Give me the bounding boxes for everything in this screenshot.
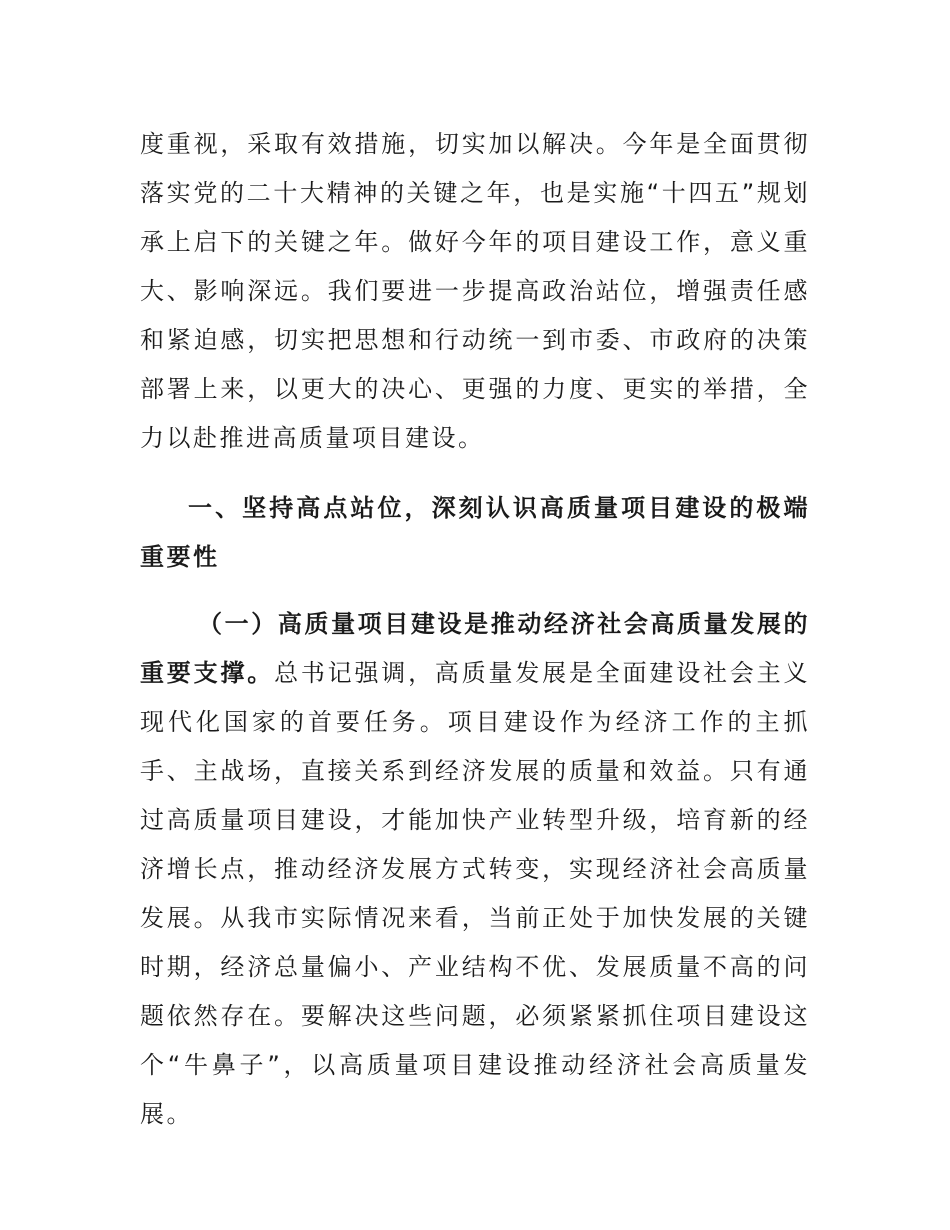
section-heading: 一、坚持高点站位，深刻认识高质量项目建设的极端重要性 [140, 494, 810, 571]
subsection-lead-sentence: （一）高质量项目建设是推动经济社会高质量发展的重要支撑。 [140, 610, 810, 687]
subsection-body-text: 总书记强调，高质量发展是全面建设社会主义现代化国家的首要任务。项目建设作为经济工作的主抓手、主战场，直接关系到经济发展的质量和效益。只有通过高质量项目建设，才能加快产业转型升级，培育新的经济增长点，推动经济发展方式转变，实现经济社会高质量发展。从我市实际情况来看，当前正处于加快发展的关键时期，经济总量偏小、产业结构不优、发展质量不高的问题依然存在。要解决这些问题，必须紧紧抓住项目建设这个“牛鼻子”，以高质量项目建设推动经济社会高质量发展。 [140, 659, 810, 1128]
body-paragraph-continued: 度重视，采取有效措施，切实加以解决。今年是全面贯彻落实党的二十大精神的关键之年，也是实施“十四五”规划承上启下的关键之年。做好今年的项目建设工作，意义重大、影响深远。我们要进一步提高政治站位，增强责任感和紧迫感，切实把思想和行动统一到市委、市政府的决策部署上来，以更大的决心、更强的力度、更实的举措，全力以赴推进高质量项目建设。 [140, 130, 810, 452]
subsection-paragraph [140, 600, 810, 1139]
